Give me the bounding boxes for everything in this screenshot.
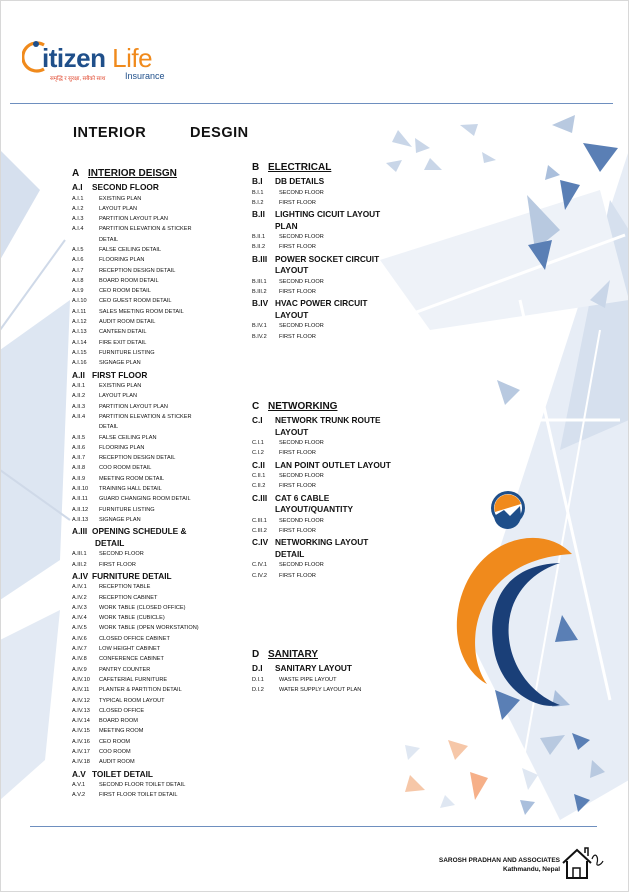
item-code: C.IV.1 [252, 562, 268, 569]
item-code: A.IV.12 [72, 697, 90, 704]
item-label: FIRST FLOOR [279, 450, 316, 457]
subsection-heading [72, 182, 247, 194]
list-item [72, 307, 247, 317]
item-code: A.II.6 [72, 444, 86, 451]
item-label: CLOSED OFFICE CABINET [99, 635, 170, 642]
item-label: FIRST FLOOR [279, 288, 316, 295]
item-label: CONFERENCE CABINET [99, 656, 164, 663]
item-label: FIRST FLOOR [279, 199, 316, 206]
list-item [72, 716, 247, 726]
section-title: INTERIOR DEISGN [88, 168, 177, 179]
item-label: LAYOUT PLAN [99, 393, 138, 400]
section-letter: D [252, 649, 260, 660]
list-item [72, 696, 247, 706]
list-item [72, 453, 247, 463]
top-rule [10, 103, 613, 104]
item-code: C.II.1 [252, 473, 266, 480]
item-label: FALSE CEILING PLAN [99, 434, 157, 441]
list-item [72, 505, 247, 515]
item-code: A.I.12 [72, 319, 87, 326]
item-label: FURNITURE LISTING [99, 506, 155, 513]
list-item [72, 603, 247, 613]
item-label: COO ROOM [99, 749, 131, 756]
item-label: FALSE CEILING DETAIL [99, 246, 162, 253]
item-code: A.I.14 [72, 339, 87, 346]
section-heading [252, 400, 422, 413]
item-code: A.I.8 [72, 277, 84, 284]
list-item [72, 675, 247, 685]
section-letter: A [72, 168, 80, 179]
subsection-heading [72, 571, 247, 583]
list-item [72, 623, 247, 633]
subsection-title: FURNITURE DETAIL [92, 570, 172, 581]
subsection-title-cont: LAYOUT [275, 426, 309, 437]
item-code: A.IV.13 [72, 707, 90, 714]
item-label: SECOND FLOOR [279, 189, 324, 196]
section-title: SANITARY [268, 649, 318, 660]
list-item [72, 474, 247, 484]
subsection-code: B.II [252, 209, 265, 220]
item-code: A.II.3 [72, 403, 86, 410]
item-label: FIRST FLOOR [99, 561, 136, 568]
item-label: GUARD CHANGING ROOM DETAIL [99, 496, 191, 503]
item-label: SECOND FLOOR [279, 323, 324, 330]
item-code: A.II.4 [72, 413, 86, 420]
subsection-code: A.I [72, 182, 83, 192]
item-code: A.II.11 [72, 496, 88, 503]
list-item [72, 737, 247, 747]
section-d-column [252, 648, 422, 695]
item-code: A.I.6 [72, 257, 84, 264]
item-code: C.II.2 [252, 483, 266, 490]
subsection-title-cont: DETAIL [95, 537, 125, 548]
list-item [72, 194, 247, 204]
item-code: A.II.7 [72, 455, 86, 462]
item-label: RECEPTION CABINET [99, 594, 158, 601]
subsection-title: CAT 6 CABLE [275, 492, 330, 503]
item-label: WORK TABLE (CLOSED OFFICE) [99, 604, 186, 611]
list-item [72, 214, 247, 224]
list-item [72, 747, 247, 757]
subsection-code: B.I [252, 176, 263, 186]
list-item [72, 358, 247, 368]
list-item [252, 481, 422, 491]
item-label: FLOORING PLAN [99, 444, 145, 451]
item-label: RECEPTION DESIGN DETAIL [99, 455, 176, 462]
item-code: A.I.11 [72, 308, 87, 315]
subsection-code: A.V [72, 768, 86, 779]
section-a-column [72, 167, 247, 801]
subsection-code: C.I [252, 415, 263, 425]
section-heading [252, 648, 422, 661]
list-item [72, 338, 247, 348]
item-code: A.IV.2 [72, 594, 87, 601]
item-code: A.II.5 [72, 434, 86, 441]
bottom-rule [30, 826, 597, 827]
list-item [72, 613, 247, 623]
item-label: PARTITION ELEVATION & STICKER [99, 413, 192, 420]
list-item [72, 245, 247, 255]
item-code: A.I.3 [72, 216, 84, 223]
list-item [252, 438, 422, 448]
list-item [72, 402, 247, 412]
list-item [72, 593, 247, 603]
item-code: A.II.10 [72, 486, 89, 493]
item-label: PARTITION LAYOUT PLAN [99, 216, 168, 223]
subsection-title: NETWORK TRUNK ROUTE [275, 415, 381, 425]
item-label: FIRST FLOOR [279, 527, 316, 534]
citizen-life-logo [22, 33, 182, 93]
list-item [252, 471, 422, 481]
item-label: SECOND FLOOR TOILET DETAIL [99, 782, 186, 789]
item-code: A.I.2 [72, 205, 84, 212]
item-label: MEETING ROOM [99, 728, 144, 735]
subsection-heading [72, 370, 247, 382]
item-label: COO ROOM DETAIL [99, 465, 152, 472]
list-item [72, 317, 247, 327]
item-code: A.II.12 [72, 506, 89, 513]
item-code: A.I.7 [72, 267, 84, 274]
item-label: WASTE PIPE LAYOUT [279, 676, 337, 683]
item-label: SALES MEETING ROOM DETAIL [99, 308, 184, 315]
list-item [72, 654, 247, 664]
item-label: RECEPTION TABLE [99, 584, 151, 591]
item-code: C.I.2 [252, 450, 264, 457]
item-label: MEETING ROOM DETAIL [99, 475, 165, 482]
list-item [252, 675, 422, 685]
subsection-code: C.II [252, 459, 265, 470]
subsection-heading [72, 769, 247, 781]
item-label: RECEPTION DESIGN DETAIL [99, 267, 176, 274]
item-label: FURNITURE LISTING [99, 349, 155, 356]
subsection-title: DB DETAILS [275, 176, 325, 186]
item-code: B.III.2 [252, 288, 267, 295]
item-label: FIRST FLOOR [279, 483, 316, 490]
item-label: FIRST FLOOR [279, 333, 316, 340]
item-code: A.IV.1 [72, 584, 87, 591]
item-code: A.IV.15 [72, 728, 90, 735]
item-code: A.IV.4 [72, 615, 87, 622]
item-label: FIRST FLOOR [279, 572, 316, 579]
list-item [72, 327, 247, 337]
item-label: CEO ROOM [99, 738, 131, 745]
subsection-title-cont: LAYOUT [275, 309, 309, 320]
subsection-title: FIRST FLOOR [92, 369, 148, 380]
item-code: B.I.1 [252, 189, 264, 196]
logo-wordmark: itizen Life [42, 43, 153, 73]
list-item [252, 188, 412, 198]
subsection-title-cont: LAYOUT [275, 265, 309, 276]
item-label: SIGNAGE PLAN [99, 516, 141, 523]
list-item [72, 726, 247, 736]
item-code: A.II.1 [72, 383, 86, 390]
item-code: A.I.13 [72, 329, 87, 336]
item-label: FIRST FLOOR [279, 244, 316, 251]
list-item [72, 296, 247, 306]
item-code: A.I.5 [72, 246, 84, 253]
list-item [252, 560, 422, 570]
page-title-left: INTERIOR [73, 125, 147, 141]
subsection-title-cont: LAYOUT/QUANTITY [275, 504, 354, 515]
subsection-title: SANITARY LAYOUT [275, 663, 352, 673]
item-code: B.I.2 [252, 199, 264, 206]
item-label: SIGNAGE PLAN [99, 360, 141, 367]
item-code: B.III.1 [252, 278, 267, 285]
subsection-code: A.IV [72, 570, 89, 581]
item-code: A.IV.17 [72, 749, 90, 756]
item-label-cont: DETAIL [99, 424, 119, 431]
subsection-title: POWER SOCKET CIRCUIT [275, 253, 380, 264]
item-label: SECOND FLOOR [279, 440, 324, 446]
subsection-heading [252, 298, 412, 310]
item-label-cont: DETAIL [99, 236, 119, 243]
page-title-right: DESGIN [190, 125, 249, 141]
subsection-heading [252, 663, 422, 675]
item-label: EXISTING PLAN [99, 195, 142, 202]
list-item [252, 321, 412, 331]
list-item [72, 255, 247, 265]
item-label: CLOSED OFFICE [99, 707, 145, 714]
item-code: B.II.1 [252, 234, 266, 241]
subsection-title-cont: PLAN [275, 220, 298, 231]
item-label: FLOORING PLAN [99, 257, 145, 264]
item-code: A.IV.7 [72, 646, 87, 653]
list-item [252, 332, 412, 342]
list-item [252, 685, 422, 695]
firm-house-icon [559, 845, 607, 881]
item-label: SECOND FLOOR [279, 473, 324, 480]
item-code: A.II.13 [72, 516, 89, 523]
list-item [252, 448, 422, 458]
item-code: C.III.2 [252, 527, 267, 534]
item-label: FIRE EXIT DETAIL [99, 339, 147, 346]
list-item [72, 391, 247, 401]
item-label: WATER SUPPLY LAYOUT PLAN [279, 686, 362, 693]
item-code: A.III.2 [72, 561, 87, 568]
list-item [252, 287, 412, 297]
item-label: WORK TABLE (CUBICLE) [99, 615, 165, 622]
item-label: CAFETERIAL FURNITURE [99, 676, 168, 683]
item-label: SECOND FLOOR [279, 234, 324, 241]
subsection-heading [252, 176, 412, 188]
list-item [72, 443, 247, 453]
item-code: A.III.1 [72, 551, 87, 558]
item-code: B.IV.2 [252, 333, 267, 340]
list-item [72, 560, 247, 570]
list-item [72, 484, 247, 494]
list-item [72, 780, 247, 790]
list-item [72, 348, 247, 358]
section-c-column [252, 400, 422, 581]
subsection-code: A.III [72, 526, 88, 537]
item-code: D.I.1 [252, 676, 264, 683]
list-item [72, 665, 247, 675]
list-item [252, 242, 412, 252]
item-code: A.II.9 [72, 475, 86, 482]
list-item [252, 198, 412, 208]
list-item [72, 276, 247, 286]
list-item [72, 494, 247, 504]
subsection-heading [252, 209, 412, 221]
item-label: PLANTER & PARTITION DETAIL [99, 687, 182, 694]
subsection-title-cont: DETAIL [275, 548, 305, 559]
item-code: A.I.10 [72, 298, 87, 305]
subsection-code: B.III [252, 253, 268, 264]
subsection-title: LAN POINT OUTLET LAYOUT [275, 459, 391, 470]
section-b-column [252, 161, 412, 342]
item-label: SECOND FLOOR [279, 517, 324, 524]
item-code: A.IV.14 [72, 718, 90, 725]
item-label: EXISTING PLAN [99, 383, 142, 390]
item-code: A.IV.16 [72, 738, 90, 745]
list-item [72, 515, 247, 525]
list-item [72, 224, 247, 234]
footer-firm: SAROSH PRADHAN AND ASSOCIATES [438, 857, 560, 864]
item-label: SECOND FLOOR [279, 278, 324, 285]
list-item [72, 286, 247, 296]
section-heading [252, 161, 412, 174]
list-item [72, 706, 247, 716]
item-label: PARTITION LAYOUT PLAN [99, 403, 168, 410]
item-label: CEO ROOM DETAIL [99, 288, 151, 295]
item-code: A.II.2 [72, 393, 86, 400]
item-code: A.IV.3 [72, 604, 87, 611]
subsection-title: TOILET DETAIL [92, 768, 153, 779]
subsection-heading [252, 460, 422, 472]
item-code: A.I.9 [72, 288, 84, 295]
list-item [252, 277, 412, 287]
item-label: TRAINING HALL DETAIL [99, 486, 162, 493]
list-item [72, 463, 247, 473]
list-item [252, 232, 412, 242]
section-heading [72, 167, 247, 180]
subsection-heading [72, 526, 247, 538]
item-label: TYPICAL ROOM LAYOUT [99, 697, 165, 704]
item-code: A.I.4 [72, 226, 84, 233]
section-title: NETWORKING [268, 401, 338, 412]
subsection-title: NETWORKING LAYOUT [275, 537, 369, 548]
list-item [72, 644, 247, 654]
item-label: LOW HEIGHT CABINET [99, 646, 161, 653]
item-code: A.I.1 [72, 195, 84, 202]
subsection-title: LIGHTING CICUIT LAYOUT [275, 209, 381, 220]
item-code: A.II.8 [72, 465, 86, 472]
list-item [72, 204, 247, 214]
subsection-title: OPENING SCHEDULE & [92, 526, 187, 537]
subsection-heading [252, 493, 422, 505]
item-code: A.I.16 [72, 360, 87, 367]
list-item [72, 757, 247, 767]
footer-city: Kathmandu, Nepal [502, 866, 560, 873]
item-code: A.V.2 [72, 792, 86, 799]
subsection-code: B.IV [252, 298, 269, 309]
item-code: C.III.1 [252, 517, 267, 524]
item-code: C.IV.2 [252, 572, 268, 579]
list-item [252, 571, 422, 581]
item-code: A.V.1 [72, 782, 86, 789]
section-letter: B [252, 162, 260, 173]
list-item [72, 433, 247, 443]
item-label: AUDIT ROOM [99, 759, 135, 766]
item-label: LAYOUT PLAN [99, 205, 138, 212]
item-code: B.II.2 [252, 244, 266, 251]
item-label: CANTEEN DETAIL [99, 329, 147, 336]
item-label: PARTITION ELEVATION & STICKER [99, 226, 192, 233]
item-code: A.IV.6 [72, 635, 87, 642]
footer-credit [439, 856, 560, 874]
subsection-code: C.III [252, 492, 268, 503]
item-label: WORK TABLE (OPEN WORKSTATION) [99, 625, 199, 632]
subsection-heading [252, 415, 422, 427]
item-code: D.I.2 [252, 686, 264, 693]
section-title: ELECTRICAL [268, 162, 332, 173]
item-code: A.IV.11 [72, 687, 90, 694]
logo-tagline: समृद्धि र सुरक्षा, सबैको साथ [50, 76, 106, 82]
item-label: FIRST FLOOR TOILET DETAIL [99, 792, 178, 799]
item-label: AUDIT ROOM DETAIL [99, 319, 156, 326]
list-item [72, 549, 247, 559]
item-code: A.IV.10 [72, 676, 90, 683]
item-code: B.IV.1 [252, 323, 267, 330]
item-label: CEO GUEST ROOM DETAIL [99, 298, 172, 305]
subsection-code: D.I [252, 663, 263, 673]
list-item [72, 634, 247, 644]
list-item [72, 790, 247, 800]
list-item [72, 412, 247, 422]
list-item [72, 381, 247, 391]
subsection-heading [252, 254, 412, 266]
subsection-code: A.II [72, 369, 85, 380]
item-code: A.IV.8 [72, 656, 87, 663]
list-item [252, 516, 422, 526]
item-label: BOARD ROOM DETAIL [99, 277, 159, 284]
subsection-title: SECOND FLOOR [92, 182, 159, 192]
section-letter: C [252, 401, 260, 412]
item-code: A.IV.5 [72, 625, 87, 632]
list-item [72, 685, 247, 695]
logo-subtitle: Insurance [125, 71, 165, 81]
item-label: PANTRY COUNTER [99, 666, 151, 673]
item-code: A.IV.18 [72, 759, 90, 766]
item-code: A.I.15 [72, 349, 87, 356]
list-item [252, 526, 422, 536]
item-label: BOARD ROOM [99, 718, 138, 725]
item-code: A.IV.9 [72, 666, 87, 673]
subsection-title: HVAC POWER CIRCUIT [275, 298, 368, 309]
item-label: SECOND FLOOR [99, 551, 144, 558]
item-label: SECOND FLOOR [279, 562, 324, 569]
list-item [72, 266, 247, 276]
subsection-code: C.IV [252, 537, 269, 548]
item-code: C.I.1 [252, 440, 264, 446]
subsection-heading [252, 537, 422, 549]
list-item [72, 582, 247, 592]
